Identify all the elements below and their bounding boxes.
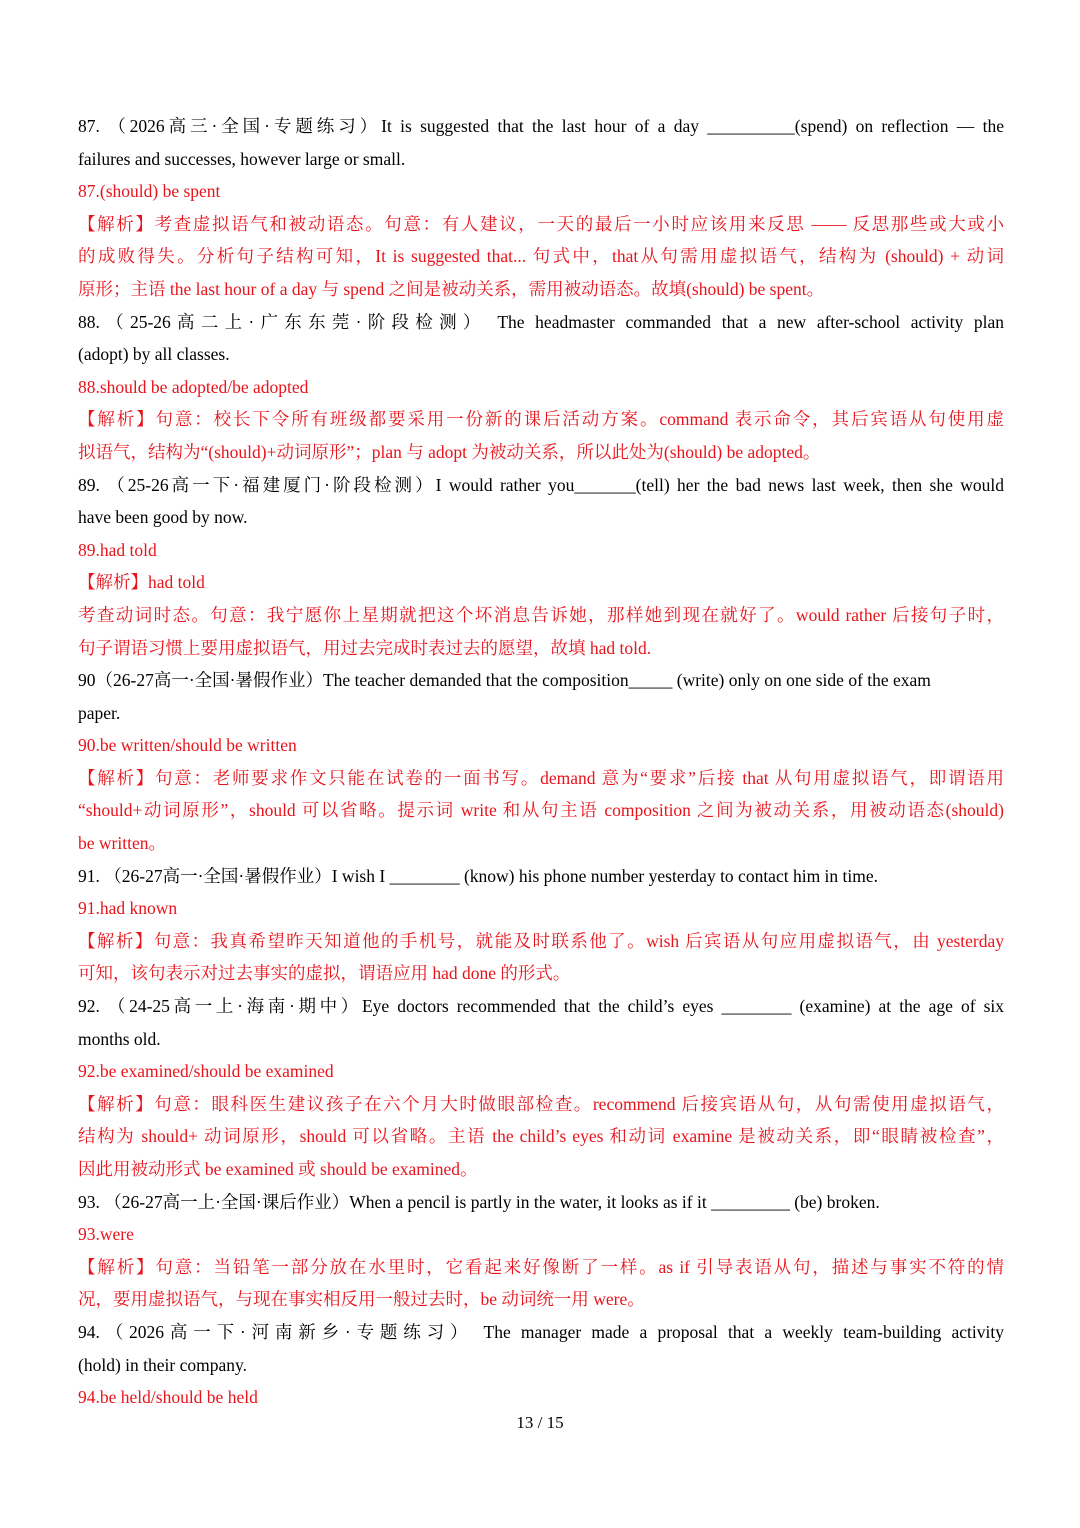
answer-line: 【解析】句意：老师要求作文只能在试卷的一面书写。demand 意为“要求”后接 that 从句用虚拟语气，即谓语用 (78, 767, 1004, 788)
question-line: 92. （24-25高一上·海南·期中）Eye doctors recommended that the child’s eyes ________ (examine) at the age of six (78, 996, 1004, 1017)
answer-line: “should+动词原形”，should 可以省略。提示词 write 和从句主语 composition 之间为被动关系，用被动语态(should) (78, 800, 1004, 821)
answer-line: 【解析】句意：我真希望昨天知道他的手机号，就能及时联系他了。wish 后宾语从句应用虚拟语气，由 yesterday (78, 930, 1004, 951)
document-page (78, 110, 1004, 1414)
answer-line: 因此用被动形式 be examined 或 should be examined。 (78, 1159, 478, 1179)
question-line: paper. (78, 702, 121, 723)
question-line: 87. （2026高三·全国·专题练习）It is suggested that the last hour of a day __________(spend) on reflection — the (78, 116, 1004, 136)
answer-line: 【解析】考查虚拟语气和被动语态。句意：有人建议，一天的最后一小时应该用来反思 —— 反思那些或大或小 (78, 213, 1004, 234)
answer-line: 92.be examined/should be examined (78, 1061, 334, 1082)
answer-line: 90.be written/should be written (78, 735, 297, 756)
answer-line: 句子谓语习惯上要用虚拟语气，用过去完成时表过去的愿望，故填 had told. (78, 637, 652, 658)
answer-line: be written。 (78, 833, 166, 854)
answer-line: 的成败得失。分析句子结构可知，It is suggested that... 句式中，that从句需用虚拟语气，结构为 (should) + 动词 (78, 246, 1004, 267)
page-number: 13 / 15 (516, 1413, 564, 1432)
answer-line: 89.had told (78, 539, 157, 560)
answer-line: 94.be held/should be held (78, 1387, 258, 1408)
answer-line: 87.(should) be spent (78, 181, 221, 202)
answer-line: 88.should be adopted/be adopted (78, 376, 309, 397)
answer-line: 拟语气，结构为“(should)+动词原形”；plan 与 adopt 为被动关系，所以此处为(should) be adopted。 (78, 441, 821, 462)
question-line: 89. （25-26高一下·福建厦门·阶段检测）I would rather you_______(tell) her the bad news last week, then she would (78, 474, 1004, 495)
question-line: failures and successes, however large or small. (78, 148, 406, 169)
answer-line: 可知，该句表示对过去事实的虚拟，谓语应用 had done 的形式。 (78, 963, 571, 984)
question-line: months old. (78, 1028, 161, 1049)
question-line: (hold) in their company. (78, 1354, 247, 1375)
answer-line: 【解析】句意：校长下令所有班级都要采用一份新的课后活动方案。command 表示命令，其后宾语从句使用虚 (78, 409, 1004, 430)
answer-line: 结构为 should+ 动词原形，should 可以省略。主语 the child’s eyes 和动词 examine 是被动关系，即“眼睛被检查”， (78, 1126, 1004, 1147)
answer-line: 【解析】had told (78, 572, 205, 593)
answer-line: 【解析】句意：眼科医生建议孩子在六个月大时做眼部检查。recommend 后接宾语从句，从句需使用虚拟语气， (78, 1093, 1004, 1114)
answer-line: 原形；主语 the last hour of a day 与 spend 之间是被动关系，需用被动语态。故填(should) be spent。 (78, 278, 825, 299)
answer-line: 93.were (78, 1224, 134, 1245)
answer-line: 【解析】句意：当铅笔一部分放在水里时，它看起来好像断了一样。as if 引导表语从句，描述与事实不符的情 (78, 1256, 1004, 1277)
answer-line: 况，要用虚拟语气，与现在事实相反用一般过去时，be 动词统一用 were。 (78, 1289, 645, 1310)
question-line: 94.（2026高一下·河南新乡·专题练习） The manager made a proposal that a weekly team-building activity (78, 1321, 1004, 1342)
answer-line: 91.had known (78, 898, 178, 919)
question-line: (adopt) by all classes. (78, 344, 230, 365)
question-line: 88.（25-26高二上·广东东莞·阶段检测） The headmaster commanded that a new after-school activity plan (78, 311, 1004, 332)
question-line: 93. （26-27高一上·全国·课后作业）When a pencil is partly in the water, it looks as if it _________ (be) broken. (78, 1191, 880, 1212)
question-line: have been good by now. (78, 507, 248, 528)
question-line: 91. （26-27高一·全国·暑假作业）I wish I ________ (know) his phone number yesterday to contact him in time. (78, 865, 879, 886)
question-line: 90（26-27高一·全国·暑假作业）The teacher demanded that the composition_____ (write) only on one side of the exam (78, 670, 931, 691)
answer-line: 考查动词时态。句意：我宁愿你上星期就把这个坏消息告诉她，那样她到现在就好了。would rather 后接句子时， (78, 604, 1004, 625)
